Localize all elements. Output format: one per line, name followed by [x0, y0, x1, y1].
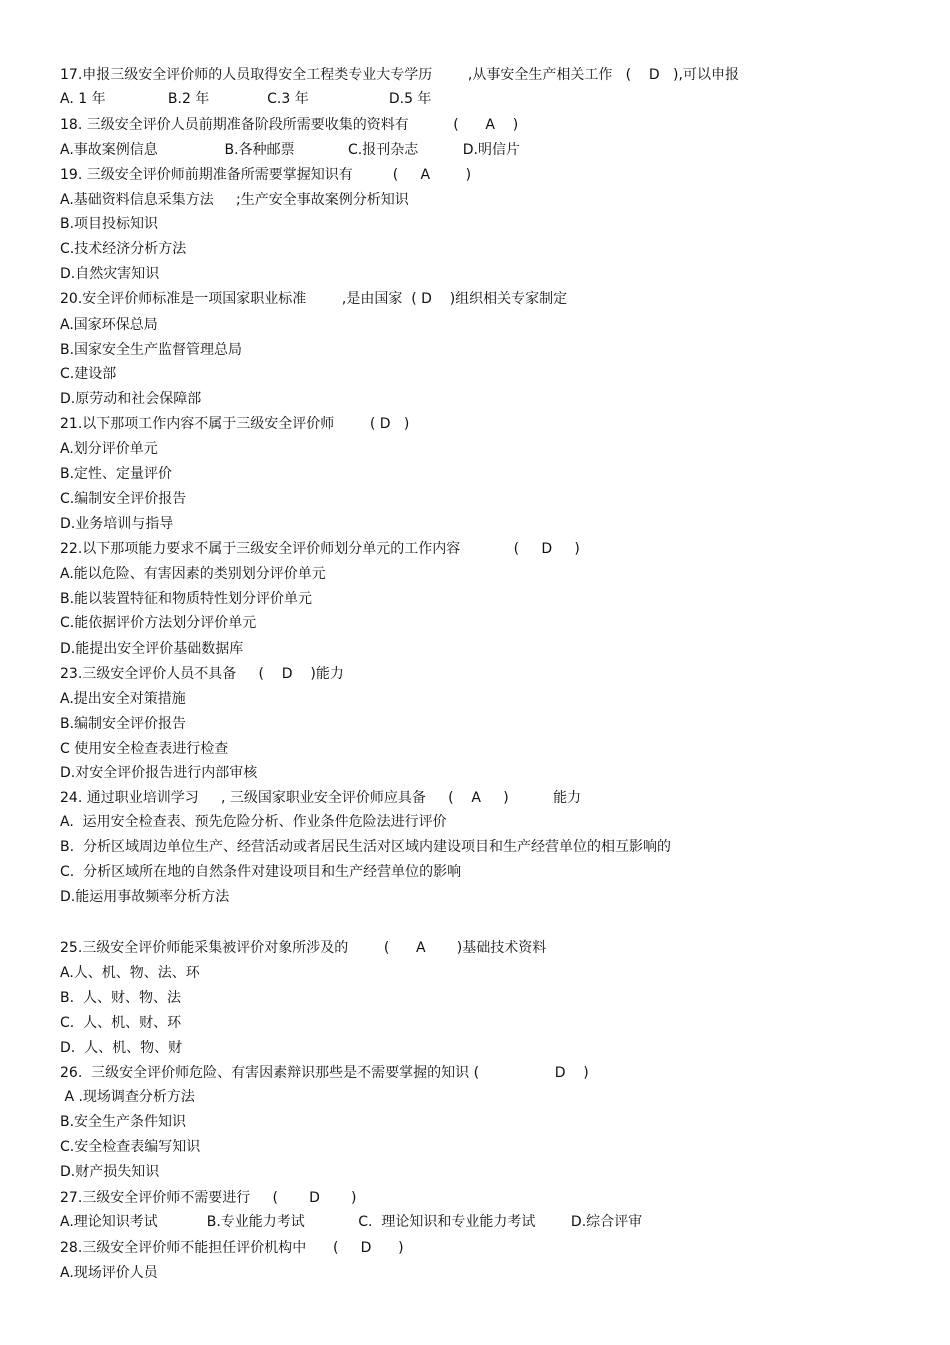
- question-28-option-a: A.现场评价人员: [60, 1265, 158, 1281]
- question-22-option-a: A.能以危险、有害因素的类别划分评价单元: [60, 566, 326, 582]
- question-21-option-a: A.划分评价单元: [60, 441, 158, 457]
- question-18-text: 18. 三级安全评价人员前期准备阶段所需要收集的资料有 ( A ): [60, 117, 519, 133]
- question-19-text: 19. 三级安全评价师前期准备所需要掌握知识有 ( A ): [60, 167, 472, 183]
- question-19-option-a: A.基础资料信息采集方法 ;生产安全事故案例分析知识: [60, 192, 409, 208]
- question-17-text: 17.申报三级安全评价师的人员取得安全工程类专业大专学历 ,从事安全生产相关工作 ( D ),可以申报: [60, 67, 739, 83]
- question-22-option-b: B.能以装置特征和物质特性划分评价单元: [60, 591, 313, 607]
- question-20-option-c: C.建设部: [60, 366, 117, 382]
- question-19-option-c: C.技术经济分析方法: [60, 241, 187, 257]
- question-21-option-d: D.业务培训与指导: [60, 516, 174, 532]
- question-26-option-b: B.安全生产条件知识: [60, 1114, 187, 1130]
- question-21-option-c: C.编制安全评价报告: [60, 491, 187, 507]
- question-27-text: 27.三级安全评价师不需要进行 ( D ): [60, 1190, 357, 1206]
- question-21-option-b: B.定性、定量评价: [60, 466, 173, 482]
- question-24-text: 24. 通过职业培训学习 , 三级国家职业安全评价师应具备 ( A ) 能力: [60, 790, 582, 806]
- question-19-option-d: D.自然灾害知识: [60, 266, 160, 282]
- question-20-text: 20.安全评价师标准是一项国家职业标准 ,是由国家 ( D )组织相关专家制定: [60, 291, 568, 307]
- question-24-option-b: B. 分析区域周边单位生产、经营活动或者居民生活对区域内建设项目和生产经营单位的相互影响的: [60, 839, 671, 855]
- question-20-option-b: B.国家安全生产监督管理总局: [60, 342, 243, 358]
- question-25-option-a: A.人、机、物、法、环: [60, 965, 200, 981]
- question-25-option-d: D. 人、机、物、财: [60, 1040, 183, 1056]
- question-24-option-d: D.能运用事故频率分析方法: [60, 889, 230, 905]
- question-21-text: 21.以下那项工作内容不属于三级安全评价师 ( D ): [60, 416, 410, 432]
- question-25-text: 25.三级安全评价师能采集被评价对象所涉及的 ( A )基础技术资料: [60, 940, 547, 956]
- question-20-option-d: D.原劳动和社会保障部: [60, 391, 202, 407]
- question-19-option-b: B.项目投标知识: [60, 216, 159, 232]
- question-27-options: A.理论知识考试 B.专业能力考试 C. 理论知识和专业能力考试 D.综合评审: [60, 1214, 643, 1230]
- question-18-options: A.事故案例信息 B.各种邮票 C.报刊杂志 D.明信片: [60, 142, 520, 158]
- question-22-option-c: C.能依据评价方法划分评价单元: [60, 615, 257, 631]
- question-25-option-c: C. 人、机、财、环: [60, 1015, 182, 1031]
- question-23-option-c: C 使用安全检查表进行检查: [60, 741, 229, 757]
- question-23-text: 23.三级安全评价人员不具备 ( D )能力: [60, 666, 344, 682]
- question-26-option-a: A .现场调查分析方法: [60, 1089, 195, 1105]
- question-23-option-b: B.编制安全评价报告: [60, 716, 187, 732]
- question-28-text: 28.三级安全评价师不能担任评价机构中 ( D ): [60, 1240, 404, 1256]
- question-20-option-a: A.国家环保总局: [60, 317, 158, 333]
- question-23-option-d: D.对安全评价报告进行内部审核: [60, 765, 258, 781]
- question-26-option-c: C.安全检查表编写知识: [60, 1139, 201, 1155]
- question-22-text: 22.以下那项能力要求不属于三级安全评价师划分单元的工作内容 ( D ): [60, 541, 580, 557]
- question-24-option-c: C. 分析区域所在地的自然条件对建设项目和生产经营单位的影响: [60, 864, 462, 880]
- question-25-option-b: B. 人、财、物、法: [60, 990, 181, 1006]
- question-26-text: 26. 三级安全评价师危险、有害因素辩识那些是不需要掌握的知识 ( D ): [60, 1065, 589, 1081]
- question-26-option-d: D.财产损失知识: [60, 1164, 160, 1180]
- question-23-option-a: A.提出安全对策措施: [60, 691, 186, 707]
- question-24-option-a: A. 运用安全检查表、预先危险分析、作业条件危险法进行评价: [60, 814, 447, 830]
- question-22-option-d: D.能提出安全评价基础数据库: [60, 641, 244, 657]
- question-17-options: A. 1 年 B.2 年 C.3 年 D.5 年: [60, 91, 432, 107]
